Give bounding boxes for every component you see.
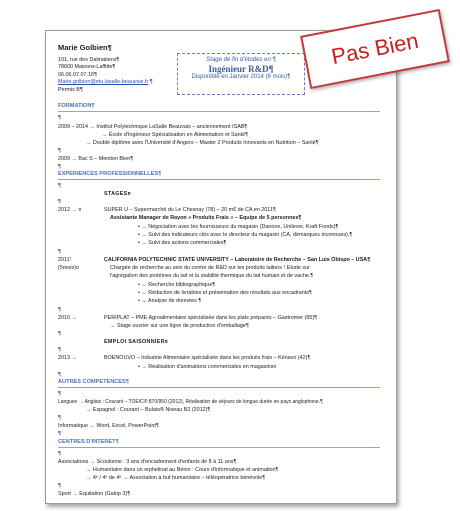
para-mark: ¶	[58, 347, 61, 353]
formation-heading: FORMATION¶	[58, 103, 380, 112]
interets-line-1: Associations → Scoutisme : 3 ans d'encadrement d'enfants de 8 à 11 ans¶	[58, 459, 237, 465]
para-mark: ¶	[58, 451, 61, 457]
exp1-line-2: Assistante Manager de Rayon « Produits Frais » – Equipe de 5 personnes¶	[110, 215, 302, 221]
para-mark: ¶	[58, 164, 61, 170]
cv-document-page	[45, 30, 397, 504]
experiences-heading: EXPERIENCES PROFESSIONNELLES¶	[58, 171, 380, 180]
exp2-bullet-2: • → Rédaction de livrables et présentation des résultats aux encadrants¶	[138, 290, 312, 296]
para-mark: ¶	[58, 249, 61, 255]
exp3-date: 2010 →	[58, 315, 77, 321]
phone-line: 06.06.07.07.16¶	[58, 71, 97, 78]
exp1-bullet-3: • → Suivi des actions commerciales¶	[138, 240, 227, 246]
target-line-2: Ingénieur R&D¶	[208, 63, 274, 74]
competences-line-2: → Espagnol : Courant – Bulats® Niveau B2 (2012)¶	[86, 407, 211, 413]
interets-line-3: → 4ᵉ / 4ᵉ de 4ᵉ → Association à but humanitaire – téléopératrice bénévole¶	[86, 475, 266, 481]
exp3-line-2: → Stage ouvrier sur une ligne de production d'emballage¶	[110, 323, 249, 329]
formation-line-3: → Double diplôme avec l'Université d'Angers – Master 2 Produits Innovants en Nutrition – Santé¶	[86, 140, 319, 146]
para-mark: ¶	[58, 307, 61, 313]
exp2-date: 2011¹	[58, 257, 72, 263]
address-line-2: 78600 Maisons-Laffitte¶	[58, 64, 116, 71]
para-mark: ¶	[58, 115, 61, 121]
competences-heading: AUTRES COMPETENCES¶	[58, 379, 380, 388]
exp1-bullet-1: • → Négociation avec les fournisseurs du magasin (Danone, Unilever, Kraft Foods)¶	[138, 224, 339, 230]
para-mark: ¶	[58, 431, 61, 437]
interets-line-2: → Humanitaire dans un orphelinat au Bénin : Cours d'informatique et animation¶	[86, 467, 279, 473]
exp2-line-2: Chargée de recherche au sein du centre de R&D sur les produits laitiers ¹ Etude sur	[110, 265, 310, 271]
address-line-1: 101, rue des Dalmatiens¶	[58, 57, 120, 63]
exp2-bullet-3: • → Analyse de données ¶	[138, 298, 202, 304]
target-line-3: Disponible en Janvier 2014 (6 mois)¶	[191, 74, 291, 80]
contact-block	[58, 57, 153, 94]
competences-line-1: Langues → Anglais : Courant – TOEIC® 870/950 (2012), Réalisation de séjours de longue durée en pays anglophone.¶	[58, 399, 323, 405]
para-mark: ¶	[58, 331, 61, 337]
stages-label: STAGES¤	[104, 191, 131, 197]
exp3-line-1: PERIPLAT – PME Agroalimentaire spécialisée dans les plats préparés – Gastromer (85)¶	[104, 315, 318, 321]
exp2-line-3: l'agrégation des protéines du lait et la stabilité thermique du lait humain et de vache.¶	[110, 273, 314, 279]
candidate-name: Marie Golbien¶	[58, 43, 112, 52]
exp1-line-1: SUPER U – Supermarché du Le Chesnay (78) – 20 m€ de CA en 2011¶	[104, 207, 276, 213]
formation-line-2: → École d'Ingénieur Spécialisation en Alimentation et Santé¶	[102, 132, 248, 138]
exp4-line-1: BOENOUVO – Industrie Alimentaire spécialisée dans les produits frais – Kénavo (42)¶	[104, 355, 311, 361]
para-mark: ¶	[58, 183, 61, 189]
para-mark: ¶	[58, 148, 61, 154]
exp1-date: 2012 → ¤	[58, 207, 82, 213]
formation-line-1: 2009 – 2014 → Institut Polytechnique LaSalle Beauvais – anciennement ISAB¶	[58, 124, 248, 130]
interets-heading: CENTRES D'INTERET¶	[58, 439, 380, 448]
competences-line-3: Informatique → Word, Excel, PowerPoint¶	[58, 423, 159, 429]
exp2-line-1: CALIFORNIA POLYTECHNIC STATE UNIVERSITY – Laboratoire de Recherche – San Luis Obispo – USA¶	[104, 257, 371, 263]
email-para-mark: ¶	[148, 79, 153, 86]
emplois-label: EMPLOI SAISONNIER¤	[104, 339, 169, 345]
exp4-date: 2013 →	[58, 355, 77, 361]
para-mark: ¶	[58, 415, 61, 421]
para-mark: ¶	[58, 391, 61, 397]
interets-line-4: Sport → Equitation (Galop 3)¶	[58, 491, 131, 497]
exp4-bullet-1: • → Réalisation d'animations commerciales en magasins¤	[138, 364, 277, 370]
formation-line-4: 2009 → Bac S – Mention Bien¶	[58, 156, 134, 162]
exp2-bullet-1: • → Recherche bibliographique¶	[138, 282, 216, 288]
permis-line: Permis B¶	[58, 86, 83, 93]
exp1-bullet-2: • → Suivi des indicateurs clés avec le directeur du magasin (CA, démarques inconnues),¶	[138, 232, 353, 238]
target-line-1: Stage de fin d'études en ¶	[206, 57, 276, 63]
target-position-box	[177, 53, 305, 95]
para-mark: ¶	[58, 199, 61, 205]
email-link[interactable]: Marie.golbien@etu.lasalle-beauvais.fr	[58, 79, 149, 86]
para-mark: ¶	[58, 372, 61, 378]
document-content	[46, 31, 396, 503]
exp2-duration: (5mois)¤	[58, 265, 79, 271]
stamp-text: Pas Bien	[329, 27, 421, 70]
para-mark: ¶	[58, 483, 61, 489]
email-line	[58, 79, 153, 86]
